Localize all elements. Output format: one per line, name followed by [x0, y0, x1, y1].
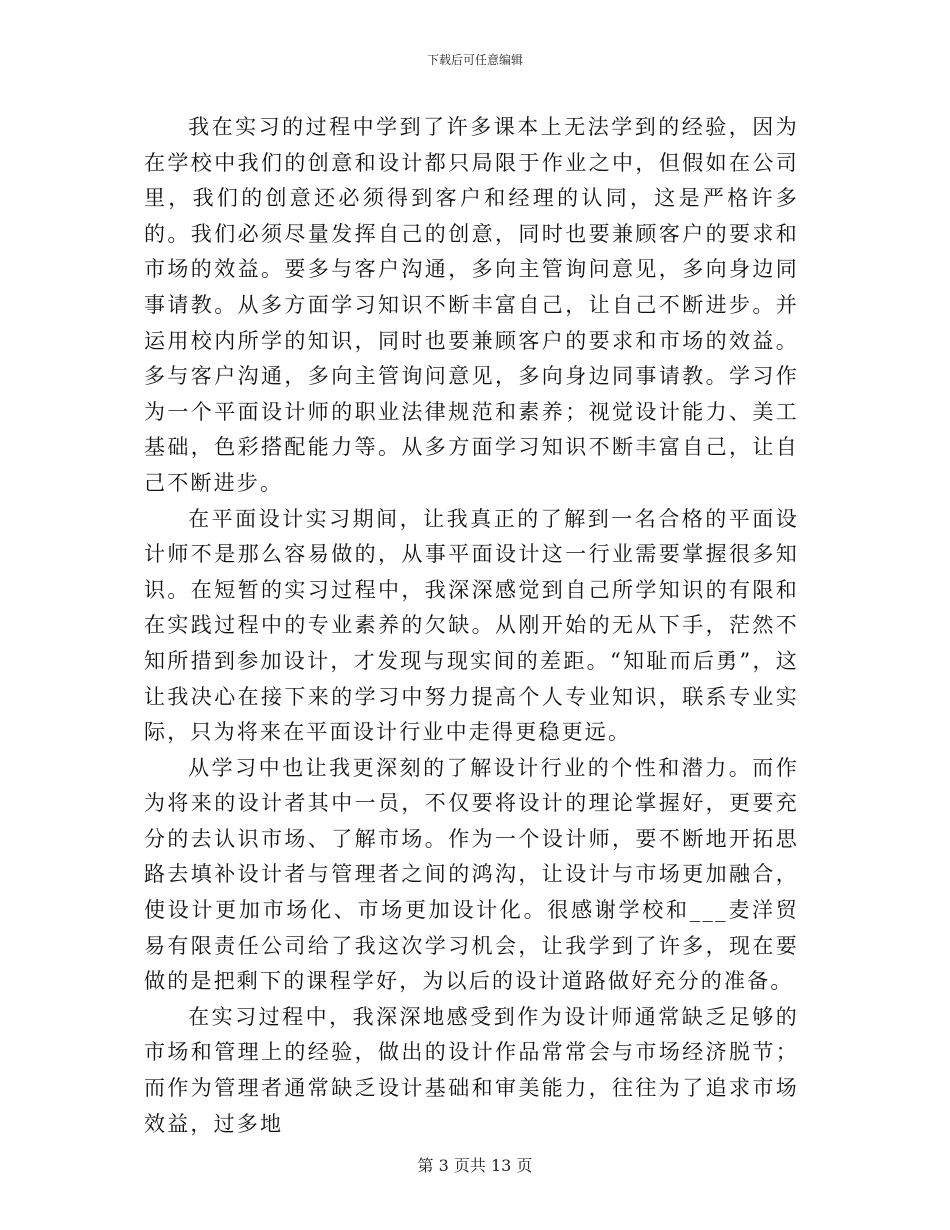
paragraph-2: 在平面设计实习期间，让我真正的了解到一名合格的平面设计师不是那么容易做的，从事平面设计这一行业需要掌握很多知识。在短暂的实习过程中，我深深感觉到自己所学知识的有限和在实践过程中的专业素养的欠缺。从刚开始的无从下手，茫然不知所措到参加设计，才发现与现实间的差距。“知耻而后勇”，这让我决心在接下来的学习中努力提高个人专业知识，联系专业实际，只为将来在平面设计行业中走得更稳更远。: [144, 506, 799, 745]
paragraph-4: 在实习过程中，我深深地感受到作为设计师通常缺乏足够的市场和管理上的经验，做出的设计作品常常会与市场经济脱节；而作为管理者通常缺乏设计基础和审美能力，往往为了追求市场效益，过多地: [144, 1004, 799, 1136]
page-header-note: 下载后可任意编辑: [426, 53, 523, 67]
paragraph-3: 从学习中也让我更深刻的了解设计行业的个性和潜力。而作为将来的设计者其中一员，不仅要将设计的理论掌握好，更要充分的去认识市场、了解市场。作为一个设计师，要不断地开拓思路去填补设计者与管理者之间的鸿沟，让设计与市场更加融合，使设计更加市场化、市场更加设计化。很感谢学校和___麦洋贸易有限责任公司给了我这次学习机会，让我学到了许多，现在要做的是把剩下的课程学好，为以后的设计道路做好充分的准备。: [144, 755, 799, 994]
page-number: 第 3 页共 13 页: [417, 1156, 533, 1175]
paragraph-1: 我在实习的过程中学到了许多课本上无法学到的经验，因为在学校中我们的创意和设计都只局限于作业之中，但假如在公司里，我们的创意还必须得到客户和经理的认同，这是严格许多的。我们必须尽量发挥自己的创意，同时也要兼顾客户的要求和市场的效益。要多与客户沟通，多向主管询问意见，多向身边同事请教。从多方面学习知识不断丰富自己，让自己不断进步。并运用校内所学的知识，同时也要兼顾客户的要求和市场的效益。多与客户沟通，多向主管询问意见，多向身边同事请教。学习作为一个平面设计师的职业法律规范和素养；视觉设计能力、美工基础，色彩搭配能力等。从多方面学习知识不断丰富自己，让自己不断进步。: [144, 115, 799, 495]
document-body: [144, 110, 799, 1142]
